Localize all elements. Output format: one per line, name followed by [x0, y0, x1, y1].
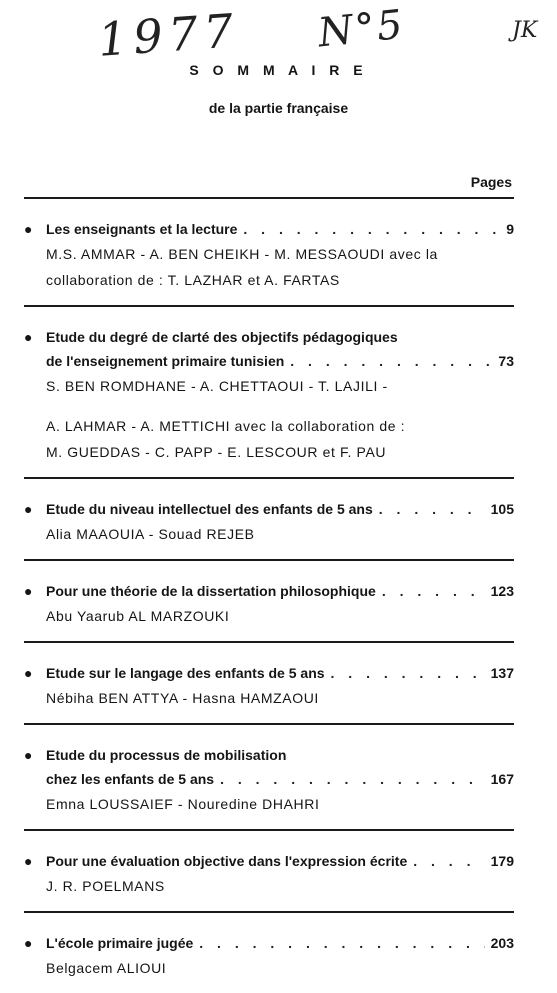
bullet-icon: ●	[24, 583, 33, 599]
bullet-icon: ●	[24, 665, 33, 681]
toc-entry	[24, 725, 514, 831]
toc-entry	[24, 643, 514, 725]
toc-entry-title-line	[24, 497, 514, 521]
toc-entry-title: chez les enfants de 5 ans	[46, 771, 215, 787]
toc-entry	[24, 199, 514, 307]
toc-entry-title: Les enseignants et la lecture	[46, 221, 238, 237]
toc-entry-page-number: 73	[498, 353, 514, 369]
toc-entry-authors: M.S. AMMAR - A. BEN CHEIKH - M. MESSAOUDI avec la	[46, 246, 438, 262]
toc-entry	[24, 831, 514, 913]
toc-entry-title: Etude sur le langage des enfants de 5 ans	[46, 665, 325, 681]
handwritten-corner-mark: JK	[512, 18, 538, 43]
toc-entry-title: Pour une théorie de la dissertation philosophique	[46, 583, 376, 599]
dot-leader	[413, 849, 484, 873]
toc-entry-page-number: 203	[490, 935, 514, 951]
toc-entry	[24, 913, 514, 993]
page-title: S O M M A I R E	[189, 62, 368, 78]
bullet-icon: ●	[24, 501, 33, 517]
toc-entry-page-number: 179	[490, 853, 514, 869]
toc-entry	[24, 307, 514, 479]
toc-entry-title: Pour une évaluation objective dans l'expression écrite	[46, 853, 408, 869]
toc-entry	[24, 561, 514, 643]
table-of-contents	[24, 197, 514, 993]
toc-entry-title-line	[24, 349, 514, 373]
bullet-icon: ●	[24, 329, 33, 345]
toc-entry-authors: Abu Yaarub AL MARZOUKI	[46, 608, 230, 624]
toc-entry-page-number: 105	[490, 501, 514, 517]
dot-leader	[331, 661, 485, 685]
toc-entry-title: L'école primaire jugée	[46, 935, 194, 951]
dot-leader	[220, 767, 485, 791]
toc-entry-title-line	[24, 661, 514, 685]
toc-entry-title: Etude du niveau intellectuel des enfants de 5 ans	[46, 501, 373, 517]
bullet-icon: ●	[24, 221, 33, 237]
toc-entry-authors: Emna LOUSSAIEF - Nouredine DHAHRI	[46, 796, 320, 812]
dot-leader	[382, 579, 485, 603]
toc-entry-title-line	[24, 849, 514, 873]
toc-entry-page-number: 123	[490, 583, 514, 599]
toc-entry	[24, 479, 514, 561]
dot-leader	[379, 497, 485, 521]
toc-entry-authors: S. BEN ROMDHANE - A. CHETTAOUI - T. LAJILI -	[46, 378, 388, 394]
toc-entry-title-line	[24, 217, 514, 241]
toc-entry-page-number: 137	[490, 665, 514, 681]
toc-entry-title-line	[24, 767, 514, 791]
toc-entry-authors: Belgacem ALIOUI	[46, 960, 167, 976]
toc-entry-authors: collaboration de : T. LAZHAR et A. FARTAS	[46, 272, 340, 288]
toc-entry-page-number: 167	[490, 771, 514, 787]
toc-entry-authors: Nébiha BEN ATTYA - Hasna HAMZAOUI	[46, 690, 319, 706]
pages-column-label: Pages	[470, 174, 512, 190]
bullet-icon: ●	[24, 747, 33, 763]
bullet-icon: ●	[24, 853, 33, 869]
toc-entry-title-line	[24, 931, 514, 955]
dot-leader	[199, 931, 484, 955]
toc-entry-title: Etude du processus de mobilisation	[46, 747, 287, 763]
toc-entry-title: Etude du degré de clarté des objectifs pédagogiques	[46, 329, 398, 345]
toc-entry-authors: A. LAHMAR - A. METTICHI avec la collaboration de :	[46, 418, 406, 434]
toc-entry-page-number: 9	[506, 221, 514, 237]
toc-entry-authors: M. GUEDDAS - C. PAPP - E. LESCOUR et F. PAU	[46, 444, 387, 460]
toc-entry-title: de l'enseignement primaire tunisien	[46, 353, 285, 369]
toc-entry-title-line	[24, 325, 514, 349]
toc-entry-title-line	[24, 743, 514, 767]
dot-leader	[243, 217, 500, 241]
page-subtitle: de la partie française	[208, 100, 349, 116]
toc-entry-authors: J. R. POELMANS	[46, 878, 165, 894]
bullet-icon: ●	[24, 935, 33, 951]
handwritten-issue-number: N°5	[315, 1, 407, 57]
handwritten-year: 1977	[96, 3, 241, 67]
toc-entry-authors: Alia MAAOUIA - Souad REJEB	[46, 526, 255, 542]
toc-entry-title-line	[24, 579, 514, 603]
dot-leader	[290, 349, 492, 373]
